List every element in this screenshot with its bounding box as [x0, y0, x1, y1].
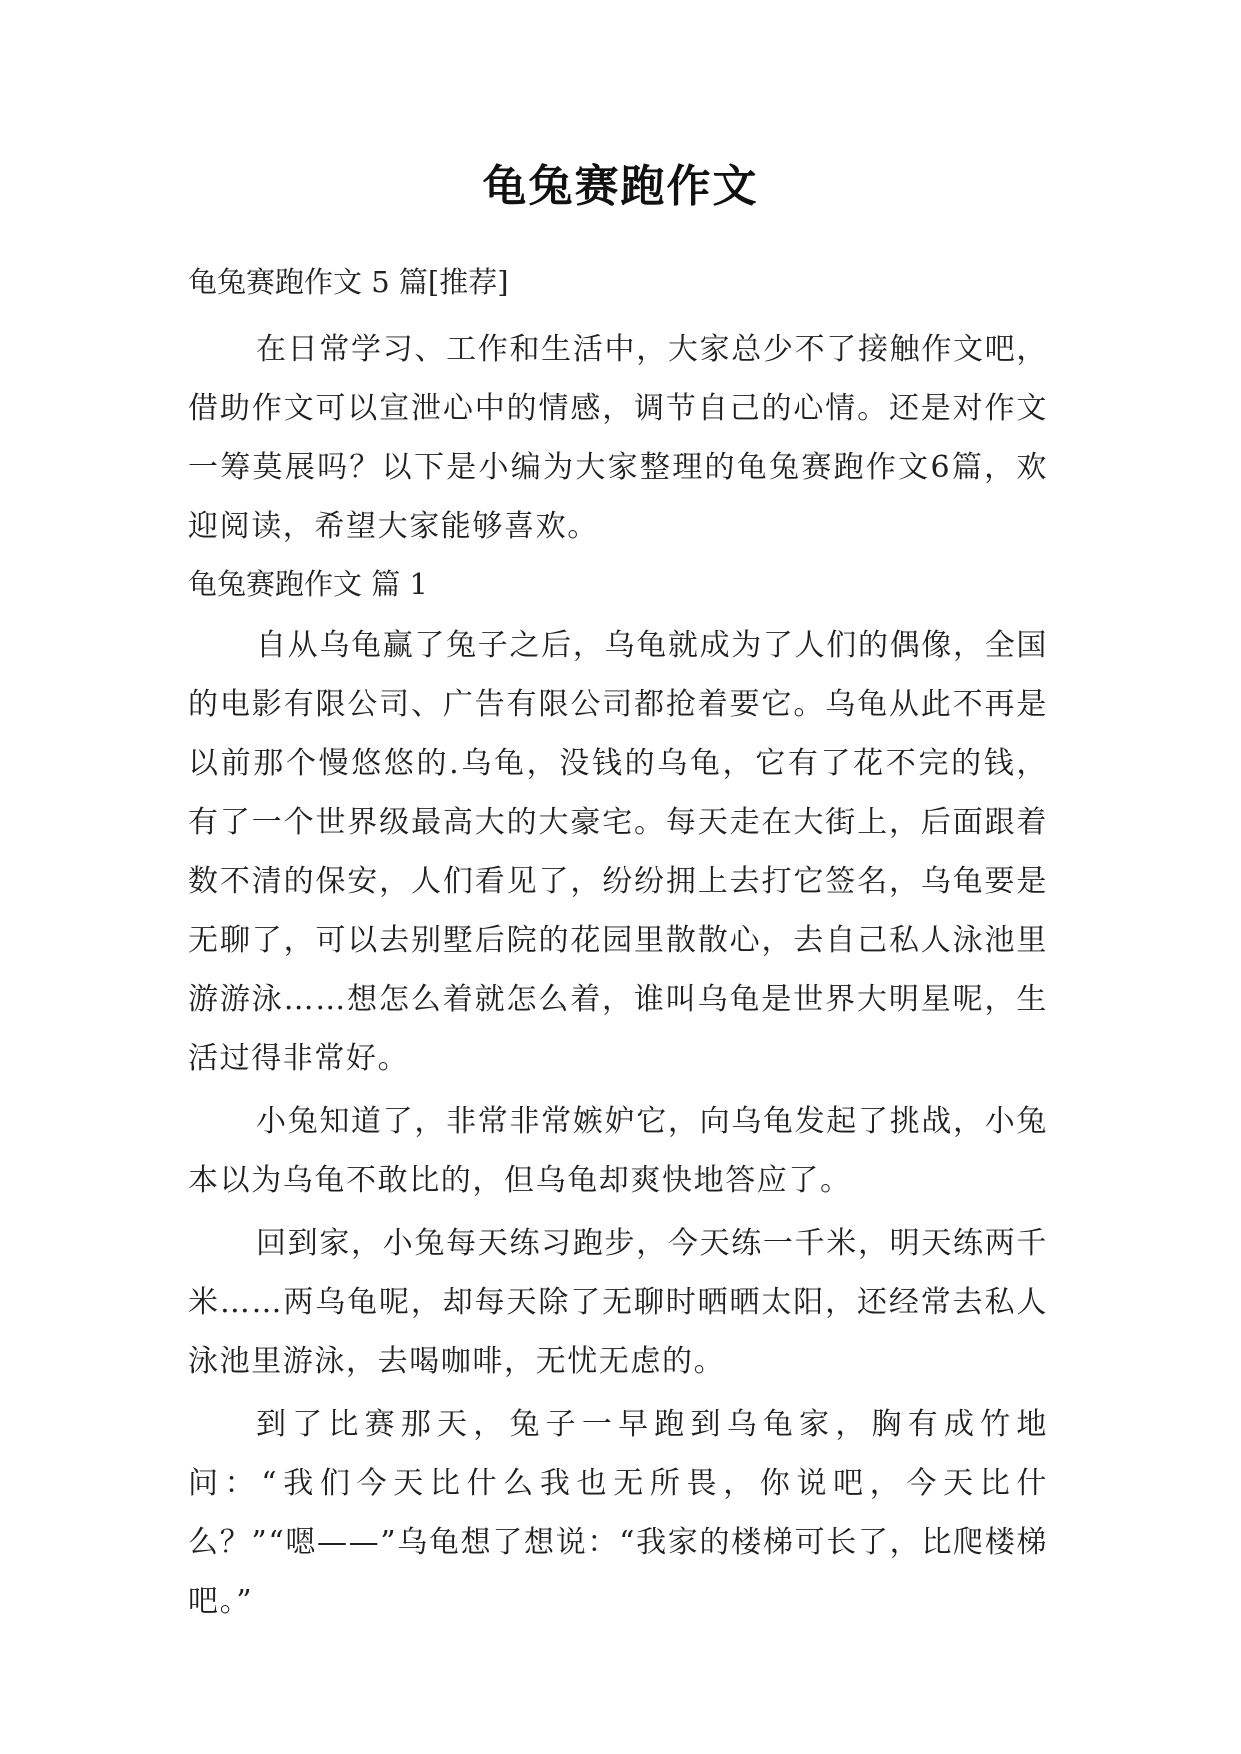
document-body — [188, 262, 1048, 1635]
intro-paragraph: 在日常学习、工作和生活中，大家总少不了接触作文吧，借助作文可以宣泄心中的情感，调节自己的心情。还是对作文一筹莫展吗？以下是小编为大家整理的龟兔赛跑作文6篇，欢迎阅读，希望大家能够喜欢。 — [188, 332, 1048, 544]
document-title: 龟兔赛跑作文 — [482, 161, 759, 212]
section-heading: 龟兔赛跑作文 篇 1 — [188, 567, 428, 601]
document-subtitle: 龟兔赛跑作文 5 篇[推荐] — [188, 265, 509, 299]
body-paragraph: 小兔知道了，非常非常嫉妒它，向乌龟发起了挑战，小兔本以为乌龟不敢比的，但乌龟却爽快地答应了。 — [188, 1104, 1048, 1198]
body-paragraph: 到了比赛那天，兔子一早跑到乌龟家，胸有成竹地问：“我们今天比什么我也无所畏，你说吧，今天比什么？”“嗯——”乌龟想了想说：“我家的楼梯可长了，比爬楼梯吧。” — [188, 1407, 1048, 1619]
body-paragraph: 回到家，小兔每天练习跑步，今天练一千米，明天练两千米……两乌龟呢，却每天除了无聊时晒晒太阳，还经常去私人泳池里游泳，去喝咖啡，无忧无虑的。 — [188, 1226, 1048, 1379]
body-paragraph: 自从乌龟赢了兔子之后，乌龟就成为了人们的偶像，全国的电影有限公司、广告有限公司都抢着要它。乌龟从此不再是以前那个慢悠悠的.乌龟，没钱的乌龟，它有了花不完的钱，有了一个世界级最高大的大豪宅。每天走在大街上，后面跟着数不清的保安，人们看见了，纷纷拥上去打它签名，乌龟要是无聊了，可以去别墅后院的花园里散散心，去自己私人泳池里游游泳……想怎么着就怎么着，谁叫乌龟是世界大明星呢，生活过得非常好。 — [188, 628, 1048, 1076]
